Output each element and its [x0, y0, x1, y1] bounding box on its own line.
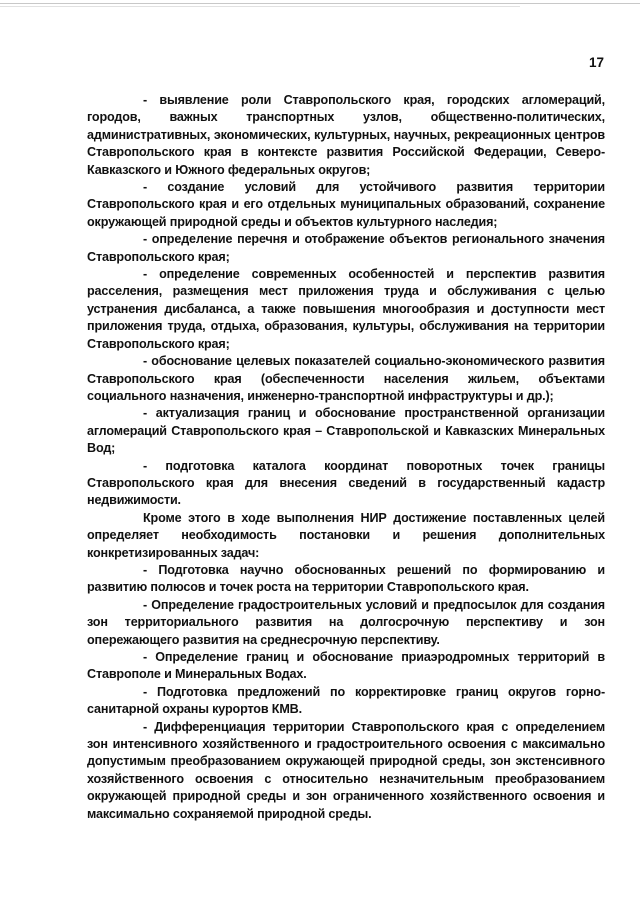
paragraph-settlement-features: - определение современных особенностей и перспектив развития расселения, размещения мест приложения труда и обслуживания с целью устранения дисбаланса, а также повышения многообразия и доступности мест приложения труда, отдыха, образования, культуры, обслуживания на территории Ставропольского края; [87, 267, 605, 351]
paragraph-sanitary-protection: - Подготовка предложений по корректировке границ округов горно-санитарной охраны курортов КМВ. [87, 684, 605, 717]
scan-top-edge-line-secondary [0, 6, 520, 7]
paragraph-role-of-region: - выявление роли Ставропольского края, городских агломераций, городов, важных транспортных узлов, общественно-политических, административных, экономических, культурных, научных, рекреационных центров Ставропольского края в контексте развития Российской Федерации, Северо-Кавказского и Южного федеральных округов; [87, 93, 605, 177]
page-number: 17 [588, 55, 604, 70]
paragraph-border-coordinates: - подготовка каталога координат поворотных точек границы Ставропольского края для внесения сведений в государственный кадастр недвижимости. [87, 458, 605, 508]
paragraph-airfield-territories: - Определение границ и обоснование приаэродромных территорий в Ставрополе и Минеральных Водах. [87, 650, 605, 682]
scan-top-edge-line [0, 3, 640, 4]
paragraph-territory-differentiation: - Дифференциация территории Ставропольского края с определением зон интенсивного хозяйственного и градостроительного освоения с максимально допустимым преобразованием окружающей природной среды, зон экстенсивного хозяйственного освоения с относительно незначительным преобразованием окружающей природной среды и зон ограниченного хозяйственного освоения и максимально сохраняемой природной среды. [87, 719, 605, 821]
paragraph-regional-objects: - определение перечня и отображение объектов регионального значения Ставропольского края; [87, 232, 605, 264]
paragraph-growth-poles: - Подготовка научно обоснованных решений по формированию и развитию полюсов и точек роста на территории Ставропольского края. [87, 562, 605, 595]
paragraph-agglomeration-borders: - актуализация границ и обоснование пространственной организации агломераций Ставропольского края – Ставропольской и Кавказских Минеральных Вод; [87, 406, 605, 456]
paragraph-additional-tasks-intro: Кроме этого в ходе выполнения НИР достижение поставленных целей определяет необходимость постановки и решения дополнительных конкретизированных задач: [87, 510, 605, 560]
paragraph-development-zones: - Определение градостроительных условий и предпосылок для создания зон территориального развития на долгосрочную перспективу и зон опережающего развития на среднесрочную перспективу. [87, 597, 605, 647]
paragraph-sustainable-development: - создание условий для устойчивого развития территории Ставропольского края и его отдельных муниципальных образований, сохранение окружающей природной среды и объектов культурного наследия; [87, 180, 605, 229]
document-body [87, 92, 605, 823]
paragraph-target-indicators: - обоснование целевых показателей социально-экономического развития Ставропольского края (обеспеченности населения жильем, объектами социального назначения, инженерно-транспортной инфраструктуры и др.); [87, 354, 605, 403]
